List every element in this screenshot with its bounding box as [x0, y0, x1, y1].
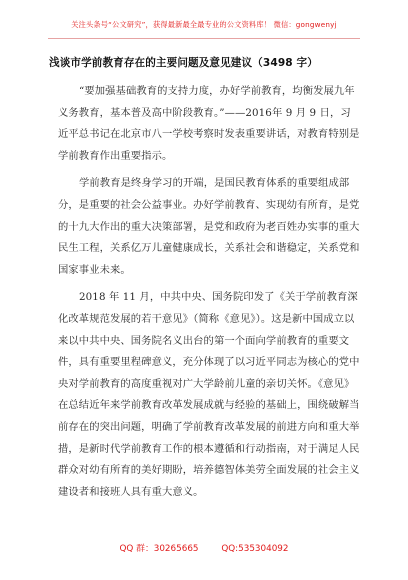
document-title: 浅谈市学前教育存在的主要问题及意见建议（3498 字） [49, 57, 318, 69]
paragraph: “要加强基础教育的支持力度，办好学前教育，均衡发展九年义务教育，基本普及高中阶段教育。”——2016年 9 月 9 日，习近平总书记在北京市八一学校考察时发表重要讲话，对教育特别是学前教育作出重要指示。 [58, 85, 360, 162]
header-divider [48, 38, 360, 39]
qq-group: QQ 群：30265665 [119, 544, 199, 554]
footer-contact [0, 541, 408, 554]
paragraph: 学前教育是终身学习的开端，是国民教育体系的重要组成部分，是重要的社会公益事业。办好学前教育、实现幼有所育，是党的十九大作出的重大决策部署，是党和政府为老百姓办实事的重大民生工程，关系亿万儿童健康成长，关系社会和谐稳定，关系党和国家事业未来。 [58, 177, 360, 276]
document-body [58, 81, 360, 509]
qq-contact: QQ:535304092 [221, 544, 289, 554]
paragraph: 2018 年 11 月，中共中央、国务院印发了《关于学前教育深化改革规范发展的若干意见》（简称《意见》）。这是新中国成立以来以中共中央、国务院名义出台的第一个面向学前教育的重要文件，具有重要里程碑意义，充分体现了以习近平同志为核心的党中央对学前教育的高度重视对广大学龄前儿童的亲切关怀。《意见》在总结近年来学前教育改革发展成就与经验的基础上，围绕破解当前存在的突出问题，明确了学前教育改革发展的前进方向和重大举措，是新时代学前教育工作的根本遵循和行动指南，对于满足人民群众对幼有所育的美好期盼，培养德智体美劳全面发展的社会主义建设者和接班人具有重大意义。 [58, 291, 360, 498]
header-banner: 关注头条号“公文研究”，获得最新最全最专业的公文资料库！ 微信：gongwenyj [71, 20, 337, 29]
